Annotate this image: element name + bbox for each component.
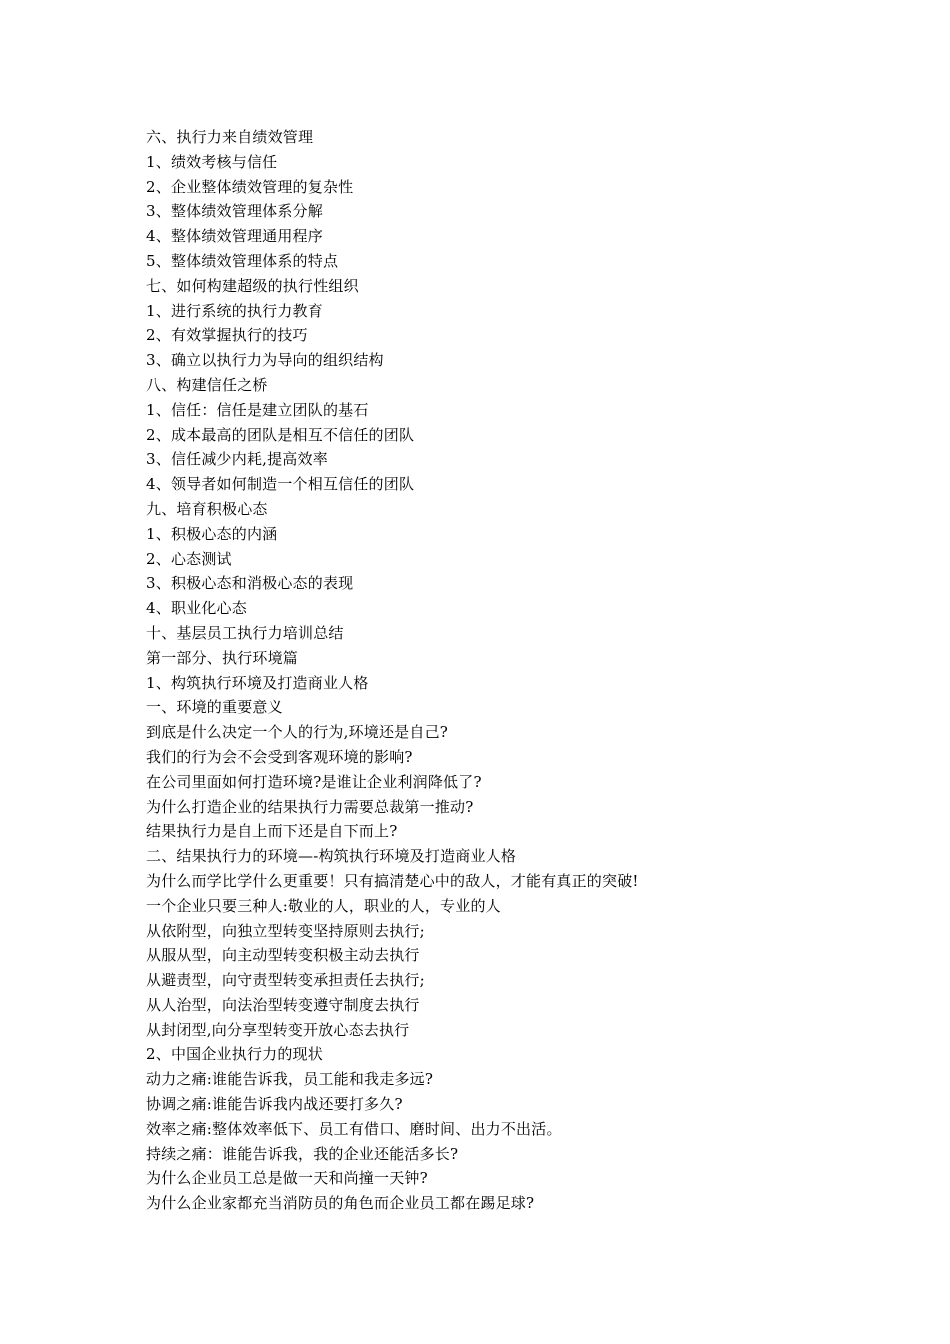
text-line: 2、心态测试 [146,549,232,568]
text-line: 4、整体绩效管理通用程序 [146,227,323,246]
text-line: 一个企业只要三种人:敬业的人，职业的人，专业的人 [146,896,501,915]
text-line: 4、职业化心态 [146,599,247,618]
document-body [146,125,826,1216]
text-line: 七、如何构建超级的执行性组织 [146,276,359,295]
text-line: 为什么企业家都充当消防员的角色而企业员工都在踢足球? [146,1194,535,1213]
text-line: 3、积极心态和消极心态的表现 [146,574,354,593]
text-line: 2、中国企业执行力的现状 [146,1045,323,1064]
text-line: 1、进行系统的执行力教育 [146,301,323,320]
text-line: 八、构建信任之桥 [146,375,268,394]
text-line: 协调之痛:谁能告诉我内战还要打多久? [146,1095,403,1114]
text-line: 到底是什么决定一个人的行为,环境还是自己? [146,723,449,742]
text-line: 从人治型，向法治型转变遵守制度去执行 [146,995,420,1014]
text-line: 二、结果执行力的环境—-构筑执行环境及打造商业人格 [146,847,517,866]
text-line: 2、成本最高的团队是相互不信任的团队 [146,425,415,444]
text-line: 一、环境的重要意义 [146,698,283,717]
text-line: 3、整体绩效管理体系分解 [146,202,323,221]
text-line: 从服从型，向主动型转变积极主动去执行 [146,946,420,965]
text-line: 2、企业整体绩效管理的复杂性 [146,177,354,196]
text-line: 为什么企业员工总是做一天和尚撞一天钟? [146,1169,428,1188]
text-line: 从避责型，向守责型转变承担责任去执行; [146,971,425,990]
text-line: 从依附型，向独立型转变坚持原则去执行; [146,921,425,940]
text-line: 第一部分、执行环境篇 [146,648,299,667]
text-line: 十、基层员工执行力培训总结 [146,623,344,642]
text-line: 结果执行力是自上而下还是自下而上? [146,822,398,841]
text-line: 六、执行力来自绩效管理 [146,128,314,146]
text-line: 1、绩效考核与信任 [146,152,278,171]
text-line: 九、培育积极心态 [146,499,268,518]
text-line: 从封闭型,向分享型转变开放心态去执行 [146,1020,410,1039]
text-line: 3、信任减少内耗,提高效率 [146,450,328,469]
text-line: 1、构筑执行环境及打造商业人格 [146,673,369,692]
text-line: 1、信任：信任是建立团队的基石 [146,400,369,419]
text-line: 4、领导者如何制造一个相互信任的团队 [146,475,415,494]
text-line: 为什么而学比学什么更重要！只有搞清楚心中的敌人，才能有真正的突破! [146,871,639,890]
text-line: 3、确立以执行力为导向的组织结构 [146,351,384,370]
text-line: 在公司里面如何打造环境?是谁让企业利润降低了? [146,772,482,791]
text-line: 为什么打造企业的结果执行力需要总裁第一推动? [146,797,474,816]
text-line: 效率之痛:整体效率低下、员工有借口、磨时间、出力不出活。 [146,1119,562,1138]
text-line: 动力之痛:谁能告诉我，员工能和我走多远? [146,1070,434,1089]
text-line: 我们的行为会不会受到客观环境的影响? [146,747,413,766]
text-line: 5、整体绩效管理体系的特点 [146,251,339,270]
text-line: 持续之痛：谁能告诉我，我的企业还能活多长? [146,1144,459,1163]
text-line: 1、积极心态的内涵 [146,524,278,543]
text-line: 2、有效掌握执行的技巧 [146,326,308,345]
